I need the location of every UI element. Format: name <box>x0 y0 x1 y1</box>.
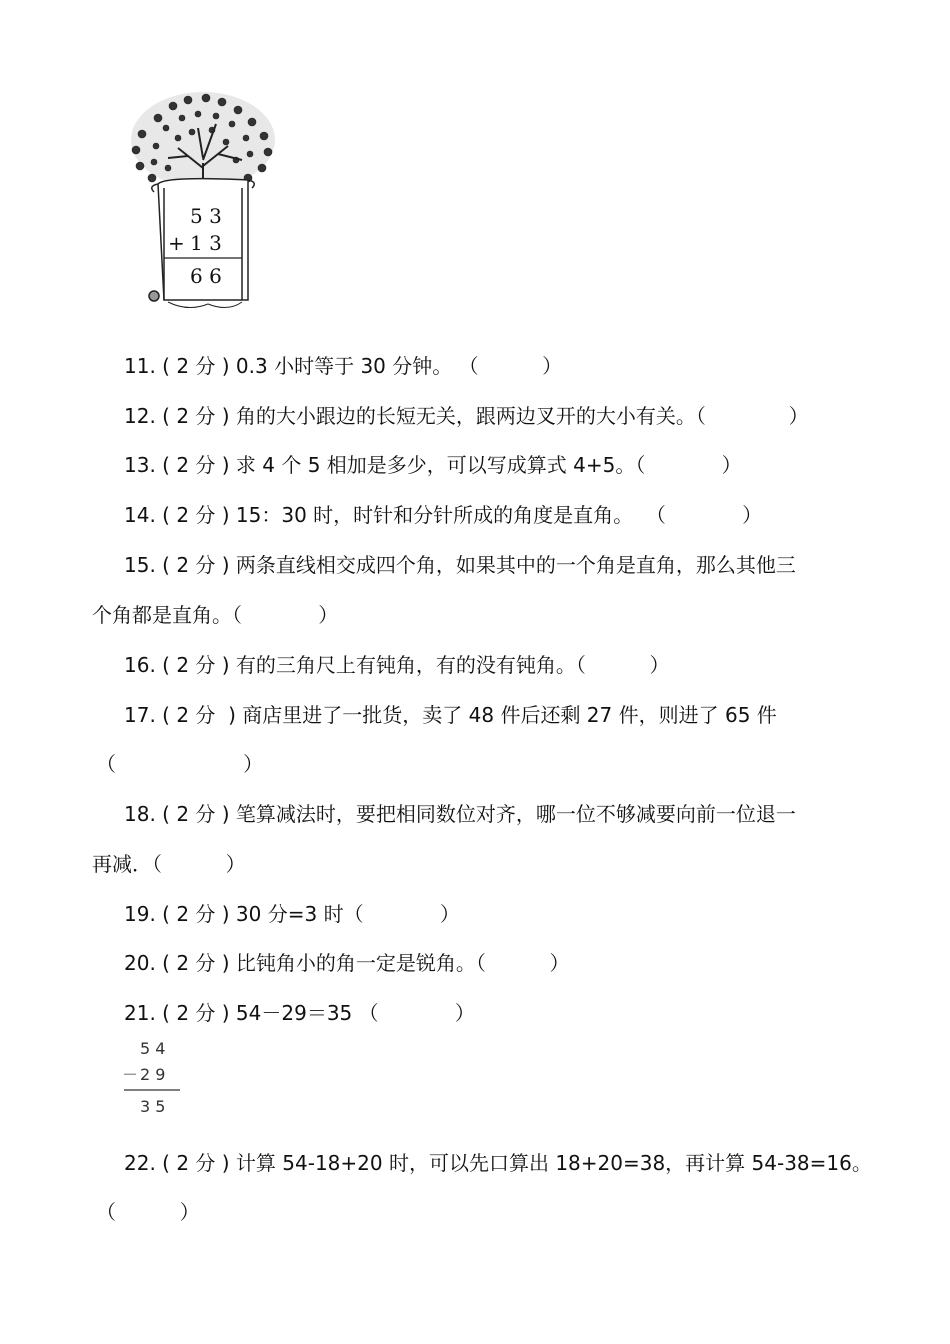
question-17-continued: （ ） <box>96 752 264 776</box>
question-15: 15. ( 2 分 ) 两条直线相交成四个角，如果其中的一个角是直角，那么其他三 <box>124 553 796 577</box>
question-18: 18. ( 2 分 ) 笔算减法时，要把相同数位对齐，哪一位不够减要向前一位退一 <box>124 802 796 826</box>
question-14: 14. ( 2 分 ) 15：30 时，时针和分针所成的角度是直角。 （ ） <box>124 503 763 527</box>
minuend: 5 4 <box>140 1039 166 1058</box>
plus-sign: + <box>168 231 185 255</box>
question-21: 21. ( 2 分 ) 54－29＝35 （ ） <box>124 1001 475 1025</box>
tree-illustration <box>118 88 288 320</box>
addend1: 5 3 <box>190 204 222 228</box>
question-16: 16. ( 2 分 ) 有的三角尺上有钝角，有的没有钝角。（ ） <box>124 653 670 677</box>
question-12: 12. ( 2 分 ) 角的大小跟边的长短无关，跟两边叉开的大小有关。（ ） <box>124 404 809 428</box>
minus-sign: － <box>122 1065 139 1084</box>
question-13: 13. ( 2 分 ) 求 4 个 5 相加是多少，可以写成算式 4+5。（ ） <box>124 453 742 477</box>
question-17: 17. ( 2 分 ) 商店里进了一批货，卖了 48 件后还剩 27 件，则进了 65 件 <box>124 703 777 727</box>
difference: 3 5 <box>140 1097 166 1116</box>
question-20: 20. ( 2 分 ) 比钝角小的角一定是锐角。（ ） <box>124 951 570 975</box>
tree-canopy-icon <box>131 92 275 188</box>
question-11: 11. ( 2 分 ) 0.3 小时等于 30 分钟。 （ ） <box>124 354 563 378</box>
question-22: 22. ( 2 分 ) 计算 54-18+20 时，可以先口算出 18+20=38，再计算 54-38=16。 <box>124 1151 872 1175</box>
subtrahend: 2 9 <box>140 1065 166 1084</box>
question-18-continued: 再减．（ ） <box>92 852 246 876</box>
addend2: 1 3 <box>190 231 222 255</box>
vertical-subtraction <box>118 1034 198 1124</box>
question-19: 19. ( 2 分 ) 30 分=3 时（ ） <box>124 902 460 926</box>
sum: 6 6 <box>190 264 222 288</box>
question-22-continued: （ ） <box>96 1200 200 1224</box>
question-15-continued: 个角都是直角。（ ） <box>92 603 339 627</box>
